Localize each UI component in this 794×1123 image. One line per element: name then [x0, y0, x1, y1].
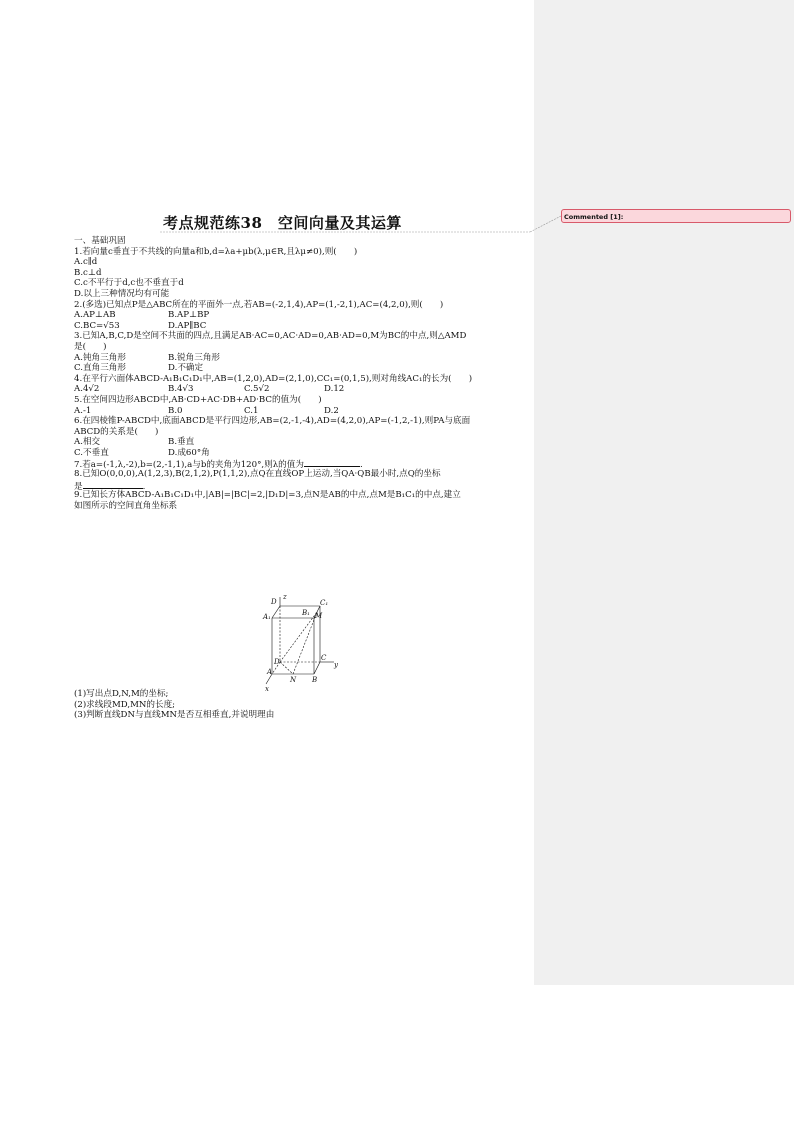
- q6-option-d: D.成60°角: [168, 447, 210, 458]
- q6-option-b: B.垂直: [168, 437, 195, 448]
- label-c1: C₁: [320, 599, 329, 607]
- q7-stem: 7.若a=(-1,λ,-2),b=(2,-1,1),a与b的夹角为120°,则λ的值为: [74, 460, 304, 471]
- q4-option-d: D.12: [324, 384, 345, 395]
- q1-option-c: C.c不平行于d,c也不垂直于d: [74, 278, 184, 289]
- q1-option-d: D.以上三种情况均有可能: [74, 288, 170, 299]
- q3-stem: 3.已知A,B,C,D是空间不共面的四点,且满足AB·AC=0,AC·AD=0,AB·AD=0,M为BC的中点,则△AMD: [74, 331, 467, 342]
- q2-option-c: C.BC=√53: [74, 320, 120, 331]
- q4-option-b: B.4√3: [168, 384, 194, 395]
- q3-stem-cont: 是( ): [74, 341, 107, 352]
- q6-options-row1: [74, 437, 534, 448]
- q9-stem: 9.已知长方体ABCD-A₁B₁C₁D₁中,|AB|=|BC|=2,|D₁D|=3,点N是AB的中点,点M是B₁C₁的中点,建立: [74, 490, 461, 501]
- q7-line: 7.若a=(-1,λ,-2),b=(2,-1,1),a与b的夹角为120°,则λ的值为 .: [74, 460, 363, 471]
- q5-options: [74, 406, 534, 417]
- q1-stem: 1.若向量c垂直于不共线的向量a和b,d=λa+μb(λ,μ∈R,且λμ≠0),则( ): [74, 246, 358, 257]
- comment-balloon[interactable]: [561, 209, 791, 223]
- label-c: C: [321, 654, 327, 662]
- label-n: N: [290, 676, 297, 684]
- q6-option-c: C.不垂直: [74, 447, 109, 458]
- q8-answer-blank[interactable]: [83, 480, 143, 489]
- cuboid-figure: [258, 594, 342, 694]
- q3-option-d: D.不确定: [168, 363, 204, 374]
- q9-parts: [74, 689, 534, 721]
- q1-option-a: A.c∥d: [74, 257, 98, 268]
- document-body: [74, 236, 534, 511]
- label-d1: D: [271, 598, 277, 606]
- q4-option-c: C.5√2: [244, 384, 270, 395]
- q3-option-a: A.钝角三角形: [74, 352, 126, 363]
- q5-option-c: C.1: [244, 405, 259, 416]
- q2-options-row2: [74, 321, 534, 332]
- q4-option-a: A.4√2: [74, 384, 100, 395]
- comment-label: Commented [1]:: [564, 213, 624, 221]
- label-b: B: [312, 676, 318, 684]
- q3-option-c: C.直角三角形: [74, 363, 126, 374]
- q6-stem: 6.在四棱锥P-ABCD中,底面ABCD是平行四边形,AB=(2,-1,-4),AD=(4,2,0),AP=(-1,2,-1),则PA与底面: [74, 416, 471, 427]
- q2-options-row1: [74, 310, 534, 321]
- q7-answer-blank[interactable]: [304, 458, 360, 467]
- q6-stem-cont: ABCD的关系是( ): [74, 426, 159, 437]
- q2-option-a: A.AP⊥AB: [74, 310, 116, 321]
- q9-part-3: (3)判断直线DN与直线MN是否互相垂直,并说明理由: [74, 710, 275, 721]
- q3-option-b: B.锐角三角形: [168, 352, 221, 363]
- q5-option-d: D.2: [324, 405, 339, 416]
- q1-option-b: B.c⊥d: [74, 267, 102, 278]
- q6-option-a: A.相交: [74, 437, 101, 448]
- q9-part-1: (1)写出点D,N,M的坐标;: [74, 689, 169, 699]
- q9-part-2: (2)求线段MD,MN的长度;: [74, 699, 176, 710]
- q5-option-b: B.0: [168, 405, 183, 416]
- label-x: x: [265, 685, 269, 693]
- q8-stem-cont: 是: [74, 481, 83, 492]
- page-title: 考点规范练38 空间向量及其运算: [163, 214, 402, 232]
- label-y: y: [334, 661, 338, 669]
- q2-option-d: D.AP∥BC: [168, 320, 207, 331]
- label-a1: A₁: [263, 613, 271, 621]
- q8-line2: 是 .: [74, 481, 146, 492]
- q3-options-row2: [74, 363, 534, 374]
- q8-stem: 8.已知O(0,0,0),A(1,2,3),B(2,1,2),P(1,1,2),点Q在直线OP上运动,当QA·QB最小时,点Q的坐标: [74, 469, 441, 480]
- section-heading: 一、基础巩固: [74, 236, 126, 246]
- q2-stem: 2.(多选)已知点P是△ABC所在的平面外一点,若AB=(-2,1,4),AP=(1,-2,1),AC=(4,2,0),则( ): [74, 299, 444, 310]
- q5-option-a: A.-1: [74, 405, 92, 416]
- label-b1: B₁: [302, 609, 310, 617]
- label-m: M: [315, 612, 323, 620]
- q4-options: [74, 384, 534, 395]
- q2-option-b: B.AP⊥BP: [168, 310, 210, 321]
- q3-options-row1: [74, 353, 534, 364]
- label-z: z: [283, 594, 287, 601]
- q5-stem: 5.在空间四边形ABCD中,AB·CD+AC·DB+AD·BC的值为( ): [74, 394, 322, 405]
- label-a: A: [267, 668, 273, 676]
- q4-stem: 4.在平行六面体ABCD-A₁B₁C₁D₁中,AB=(1,2,0),AD=(2,1,0),CC₁=(0,1,5),则对角线AC₁的长为( ): [74, 373, 473, 384]
- q9-stem-cont: 如图所示的空间直角坐标系: [74, 500, 178, 511]
- label-d: D: [274, 658, 280, 666]
- q6-options-row2: [74, 448, 534, 459]
